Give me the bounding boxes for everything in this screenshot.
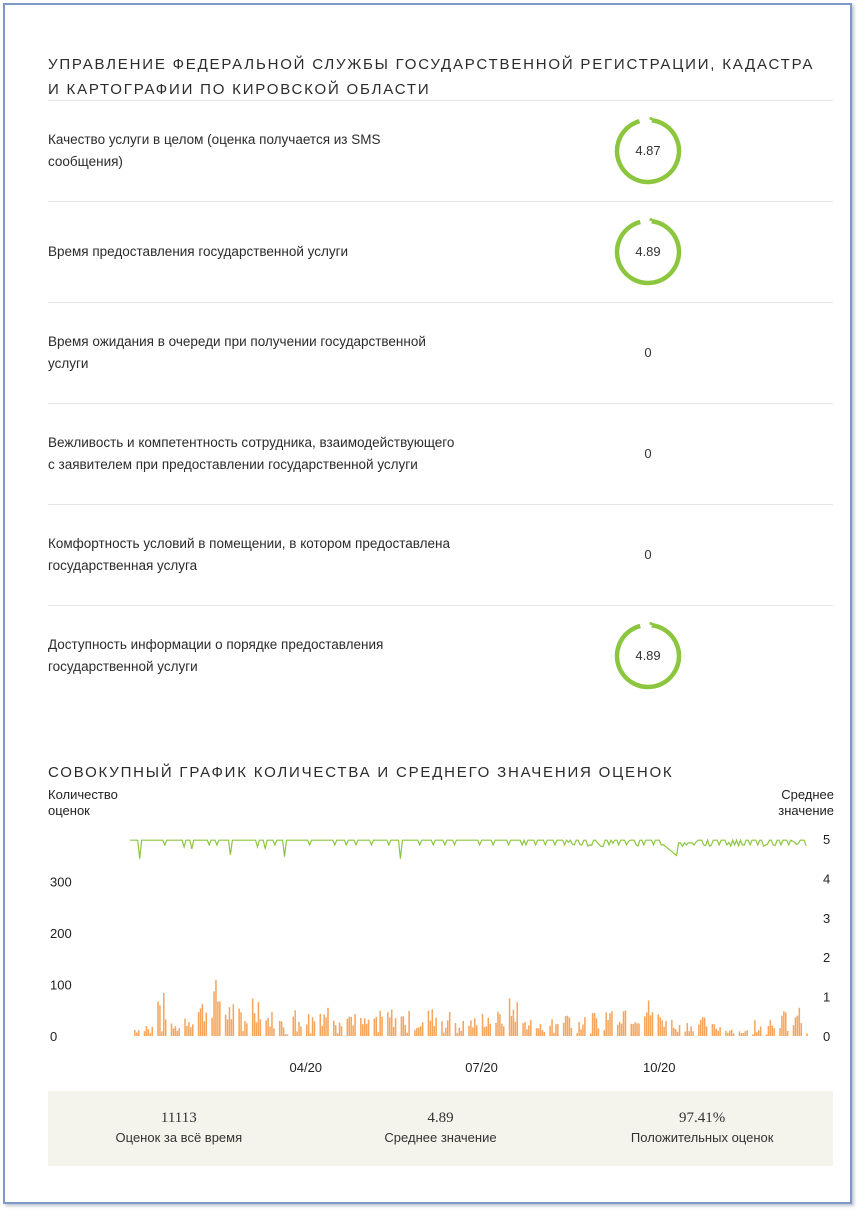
bar [146,1026,148,1036]
bar [795,1017,797,1036]
summary-value: 4.89 [427,1110,454,1126]
bar [644,1016,646,1036]
bar [677,1032,679,1036]
right-tick-label: 2 [823,950,831,966]
bar [536,1028,538,1036]
bar [565,1016,567,1036]
bar [422,1022,424,1036]
bar [387,1012,389,1036]
bar [333,1021,335,1036]
bar [752,1034,754,1036]
bar [486,1026,488,1036]
bar [717,1031,719,1036]
bar [688,1031,690,1036]
summary-total [48,1091,310,1166]
bar [468,1026,470,1036]
bar [374,1019,376,1036]
bar [793,1025,795,1036]
bar [339,1023,341,1036]
bar [229,1007,231,1036]
x-tick-label: 10/20 [642,1060,676,1075]
bar [231,1019,233,1036]
bar [177,1031,179,1036]
bar [617,1025,619,1036]
bar [768,1026,770,1036]
bar [136,1032,138,1036]
summary-positive [571,1091,833,1166]
summary-value: 97.41% [679,1110,726,1126]
bar [569,1018,571,1036]
left-tick-label: 200 [50,926,72,941]
bar [347,1019,349,1036]
bar [281,1021,283,1036]
bar [563,1023,565,1036]
left-tick-label: 0 [50,1029,58,1044]
bar [567,1016,569,1036]
bar [638,1023,640,1036]
bar [779,1028,781,1036]
bar [457,1033,459,1036]
bar [178,1028,180,1036]
bar [673,1028,675,1036]
bar [619,1022,621,1036]
bar [192,1024,194,1036]
bar [482,1014,484,1036]
bar [273,1028,275,1036]
bar [211,1018,213,1036]
bar [308,1014,310,1036]
bar [650,1015,652,1036]
bar [296,1031,298,1036]
left-axis-title: Количество оценок [48,787,118,818]
bar [217,1001,219,1036]
bar [267,1018,269,1036]
bar [488,1018,490,1036]
bar [159,1005,161,1036]
bar [607,1020,609,1036]
bar [428,1011,430,1036]
bar [254,1013,256,1036]
summary-label: Положительных оценок [630,1130,774,1145]
bar [679,1025,681,1036]
bar [310,1033,312,1036]
bar [553,1033,555,1036]
bar [381,1017,383,1036]
bar [377,1032,379,1036]
bar [770,1020,772,1036]
bar [256,1022,258,1036]
bar [557,1024,559,1036]
bar [240,1012,242,1036]
bar [321,1026,323,1036]
bar [781,1016,783,1036]
bar-series [134,980,808,1036]
bar [538,1028,540,1036]
bar [246,1023,248,1036]
bar [571,1028,573,1036]
bar [242,1031,244,1036]
metric-label: Комфортность условий в помещении, в котором предоставлена государственная услуга [48,536,450,573]
bar [190,1027,192,1036]
bar [578,1022,580,1036]
bar [499,1014,501,1036]
bar [435,1018,437,1036]
bar [258,1002,260,1036]
bar [663,1027,665,1036]
bar [489,1024,491,1036]
bar [391,1009,393,1036]
bar [341,1026,343,1036]
bar [445,1028,447,1036]
bar [292,1017,294,1036]
bar [760,1026,762,1036]
bar [213,991,215,1036]
bar [362,1024,364,1036]
bar [800,1023,802,1036]
bar [634,1022,636,1036]
bar [352,1025,354,1036]
metric-value: 4.87 [635,143,661,158]
bar [393,1027,395,1036]
bar [360,1018,362,1036]
bar [675,1029,677,1036]
bar [354,1014,356,1036]
bar [771,1026,773,1036]
right-tick-label: 3 [823,910,831,926]
bar [225,1015,227,1036]
bar [138,1030,140,1036]
bar [335,1025,337,1036]
average-line [130,840,806,859]
bar [513,1010,515,1036]
bar [171,1024,173,1036]
bar [474,1018,476,1036]
bar [188,1022,190,1036]
bar [287,1034,289,1036]
bar [648,1000,650,1036]
bar [348,1017,350,1036]
bar [204,1021,206,1036]
summary-label: Среднее значение [384,1130,497,1145]
bar [306,1025,308,1036]
bar [173,1029,175,1036]
bar [144,1031,146,1036]
bar [200,1008,202,1036]
bar [186,1026,188,1036]
bar [783,1011,785,1036]
bar [733,1033,735,1036]
bar [621,1024,623,1036]
bar [227,1019,229,1036]
left-tick-label: 300 [50,874,72,890]
bar [449,1012,451,1036]
bar [433,1026,435,1036]
bar [151,1027,153,1036]
metric-label: Доступность информации о порядке предоставления государственной услуги [48,637,384,674]
bar [279,1021,281,1036]
bar [524,1022,526,1036]
bar [476,1025,478,1036]
bar [501,1024,503,1036]
bar [590,1033,592,1036]
metric-value: 0 [644,446,652,461]
bar [509,998,511,1036]
bar [219,1001,221,1036]
right-tick-label: 5 [823,832,831,847]
bar [161,1031,163,1036]
bar [598,1028,600,1036]
bar [704,1018,706,1036]
bar [625,1010,627,1036]
bar [787,1031,789,1036]
bar [584,1017,586,1036]
bar [503,1026,505,1036]
bar [542,1030,544,1036]
metric-value: 0 [644,547,652,562]
metric-value: 0 [644,345,652,360]
bar [403,1016,405,1036]
bar [364,1018,366,1036]
bar [497,1012,499,1036]
bar [432,1009,434,1036]
bar [260,1019,262,1036]
bar [797,1016,799,1036]
bar [368,1020,370,1036]
bar [528,1025,530,1036]
bar [443,1033,445,1036]
bar [727,1033,729,1036]
bar [134,1030,136,1036]
bar [659,1017,661,1036]
bar [285,1034,287,1036]
bar [472,1027,474,1036]
bar [455,1023,457,1036]
bar [511,1016,513,1036]
bar [184,1019,186,1036]
bar [594,1013,596,1036]
bar [652,1012,654,1036]
bar [609,1013,611,1036]
bar [401,1017,403,1036]
bar [404,1025,406,1036]
bar [312,1017,314,1036]
bar [215,980,217,1036]
bar [636,1023,638,1036]
bar [325,1017,327,1036]
bar [658,1014,660,1036]
bar [418,1027,420,1036]
right-tick-label: 4 [823,871,831,887]
bar [714,1024,716,1036]
bar [294,1010,296,1036]
bar [746,1030,748,1036]
bar [376,1017,378,1036]
bar [420,1026,422,1036]
bar [233,1004,235,1036]
metric-value: 4.89 [635,648,661,663]
chart-title: СОВОКУПНЫЙ ГРАФИК КОЛИЧЕСТВА И СРЕДНЕГО ЗНАЧЕНИЯ ОЦЕНОК [48,764,674,781]
summary-value: 11113 [160,1110,197,1126]
bar [283,1027,285,1036]
summary-average [310,1091,572,1166]
bar [462,1021,464,1036]
summary-label: Оценок за всё время [115,1130,243,1145]
bar [157,1002,159,1036]
bar [269,1026,271,1036]
bar [706,1026,708,1036]
bar [202,1004,204,1036]
bar [739,1031,741,1036]
bar [671,1020,673,1036]
bar [470,1020,472,1036]
bar [758,1030,760,1036]
bar [461,1031,463,1036]
bar [252,999,254,1036]
bar [150,1033,152,1036]
bar [623,1011,625,1036]
bar [549,1026,551,1036]
bar [754,1020,756,1036]
right-axis-title: Среднее значение [778,787,834,818]
bar [526,1029,528,1036]
bar [244,1021,246,1036]
bar [582,1025,584,1036]
bar [459,1028,461,1036]
bar [265,1020,267,1036]
metric-label: Время ожидания в очереди при получении государственной услуги [48,334,426,371]
bar [163,993,165,1036]
bar [175,1026,177,1036]
bar [148,1029,150,1036]
metric-label: Вежливость и компетентность сотрудника, взаимодействующего с заявителем при предоставлении государственной услуги [48,435,455,472]
bar [799,1008,801,1036]
metric-label: Качество услуги в целом (оценка получается из SMS сообщения) [48,132,381,169]
bar [522,1023,524,1036]
bar [484,1027,486,1036]
bar [646,1012,648,1036]
bar [576,1033,578,1036]
bar [447,1020,449,1036]
bar [806,1033,808,1036]
bar [630,1024,632,1036]
bar [408,1011,410,1036]
bar [298,1022,300,1036]
metric-label: Время предоставления государственной услуги [48,244,349,259]
bar [366,1024,368,1036]
bar [743,1033,745,1036]
bar [555,1024,557,1036]
page-title: УПРАВЛЕНИЕ ФЕДЕРАЛЬНОЙ СЛУЖБЫ ГОСУДАРСТВЕННОЙ РЕГИСТРАЦИИ, КАДАСТРА И КАРТОГРАФИИ ПО КИРОВСКОЙ ОБЛАСТИ [48,56,815,98]
bar [206,1013,208,1036]
bar [323,1015,325,1036]
bar [198,1012,200,1036]
bar [350,1017,352,1036]
bar [690,1026,692,1036]
bar [271,1012,273,1036]
bar [416,1028,418,1036]
bar [544,1032,546,1036]
bar [611,1011,613,1036]
bar [165,1019,167,1036]
bar [517,1002,519,1036]
bar [314,1021,316,1036]
bar [665,1021,667,1036]
bar [495,1023,497,1036]
bar [551,1019,553,1036]
bar [712,1024,714,1036]
bar [605,1012,607,1036]
bar [661,1020,663,1036]
bar [389,1017,391,1036]
bar [430,1021,432,1036]
bar [741,1033,743,1036]
bar [698,1025,700,1036]
bar [692,1031,694,1036]
summary-panel [48,1091,833,1166]
x-tick-label: 07/20 [465,1060,498,1075]
left-tick-label: 100 [50,977,72,993]
bar [596,1018,598,1036]
bar [300,1027,302,1036]
bar [406,1033,408,1036]
bar [687,1023,689,1036]
bar [441,1021,443,1036]
bar [719,1027,721,1036]
x-tick-label: 04/20 [289,1060,323,1075]
right-tick-label: 0 [823,1029,831,1044]
bar [580,1029,582,1036]
bar [414,1030,416,1036]
bar [395,1018,397,1036]
bar [238,1009,240,1036]
bar [725,1031,727,1036]
bar [540,1024,542,1036]
bar [731,1030,733,1036]
bar [702,1017,704,1036]
right-tick-label: 1 [823,989,831,1005]
bar [729,1031,731,1036]
bar [715,1029,717,1036]
bar [327,1008,329,1036]
bar [632,1024,634,1036]
bar [515,1022,517,1036]
bar [603,1030,605,1036]
bar [592,1013,594,1036]
bar [756,1032,758,1036]
bar [379,1011,381,1036]
bar [337,1033,339,1036]
bar [744,1031,746,1036]
metric-value: 4.89 [635,244,661,259]
bar [785,1012,787,1036]
bar [766,1034,768,1036]
bar [319,1014,321,1036]
bar [685,1031,687,1036]
bar [530,1020,532,1036]
bar [700,1020,702,1036]
bar [773,1028,775,1036]
